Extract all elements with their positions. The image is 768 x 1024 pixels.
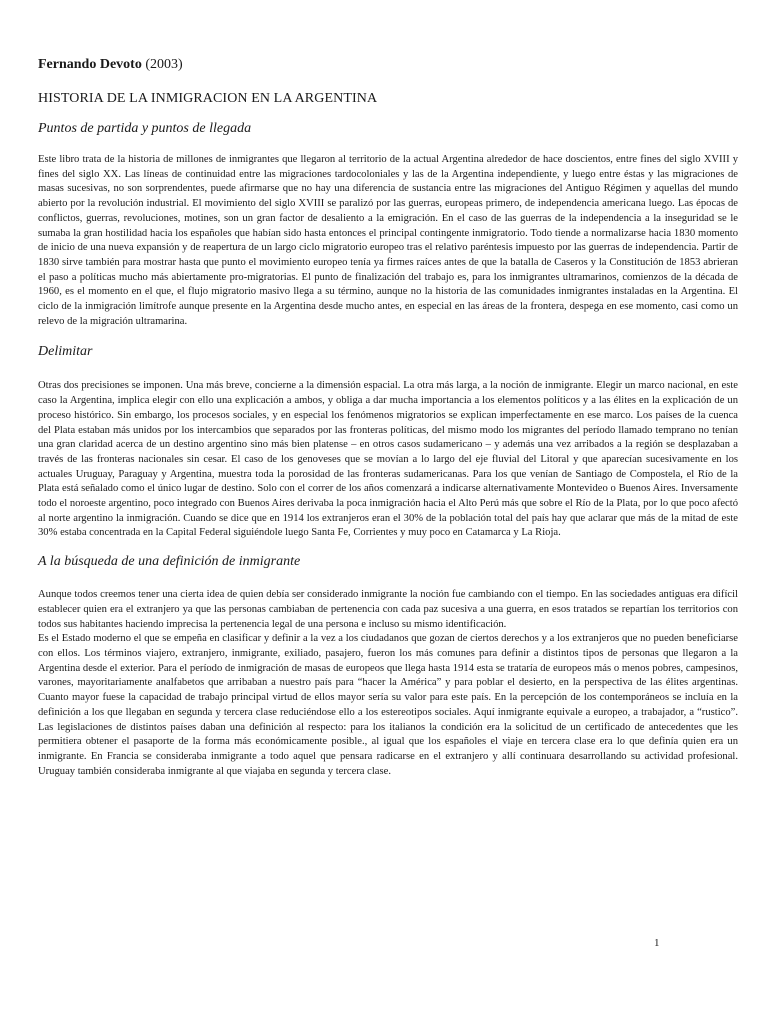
section-heading-definicion-inmigrante: A la búsqueda de una definición de inmigrante bbox=[38, 554, 301, 570]
paragraph-definicion-2: Es el Estado moderno el que se empeña en clasificar y definir a la vez a los ciudadanos que gozan de ciertos derechos y a los extranjeros que no pueden beneficiarse con ellos. Los términos viajero, extranjero, inmigrante, exiliado, pasajero, fueron los más comunes para definir a distintos tipos de personas que llegaron a la Argentina desde el exterior. Para el período de inmigración de masas de europeos que llega hasta 1914 esta se trataría de europeos más o menos pobres, campesinos, varones, mayoritariamente analfabetos que arribaban a nuestro país para “hacer la América” y para poblar el desierto, en la perspectiva de las élites argentinas. Cuanto mayor fuese la capacidad de trabajo principal virtud de ellos mayor sería su valor para este país. En la percepción de los contemporáneos se incluía en la definición a los que llegaban en segunda y tercera clase reduciéndose ello a los estereotipos sociales. Aquí inmigrante equivale a europeo, a trabajador, a “rustico”. Las legislaciones de distintos países daban una definición al respecto: para los italianos la condición era la solicitud de un certificado de antecedentes que les permitiera obtener el pasaporte de la forma más económicamente posible., al igual que los españoles el viaje en tercera clase era lo que definía quien era un inmigrante. En Francia se consideraba inmigrante a todo aquel que pensara radicarse en el extranjero y allí continuara desarrollando su actividad profesional. Uruguay también consideraba inmigrante al que viajaba en segunda y tercera clase. bbox=[38, 633, 738, 777]
section-heading-delimitar: Delimitar bbox=[38, 344, 93, 360]
publication-year: (2003) bbox=[145, 57, 183, 72]
section-heading-puntos-de-partida: Puntos de partida y puntos de llegada bbox=[38, 121, 252, 136]
paragraph-puntos-de-partida: Este libro trata de la historia de millones de inmigrantes que llegaron al territorio de la actual Argentina alrededor de hace doscientos, entre fines del siglo XVIII y fines del siglo XX. Las líneas de continuidad entre las migraciones tardocoloniales y las de la Argentina independiente, y luego entre éstas y las migraciones de masas sucesivas, no son sorprendentes, puede afirmarse que no hay una diferencia de sustancia entre las migraciones del Antiguo Régimen y aquellas del mundo abierto por la revolución industrial. El movimiento del siglo XVIII se paralizó por las guerras, europeas primero, de independencia americana luego. Las épocas de conflictos, guerras, revoluciones, motines, son un gran factor de desaliento a la emigración. En el caso de las guerras de la independencia a la inseguridad se le sumaba la gran hostilidad hacia los españoles que habían sido hasta entonces el principal contingente inmigratorio. Todo tiende a normalizarse hacia 1830 momento de inicio de una nueva expansión y de reapertura de un largo ciclo migratorio europeo tras el relativo paréntesis impuesto por las guerras de independencia. Partir de 1830 sirve también para mostrar hasta que punto el movimiento europeo tenía ya firmes raíces antes de que la batalla de Caseros y la Constitución de 1853 abrieran el paso a políticas mucho más abiertamente pro-migratorias. El punto de finalización del trabajo es, para los inmigrantes ultramarinos, comienzos de la década de 1960, es el momento en el que, el flujo migratorio masivo llega a su término, aunque no la historia de las comunidades inmigrantes instaladas en la Argentina. El ciclo de la inmigración limítrofe aunque presente en la Argentina desde mucho antes, en especial en las áreas de la frontera, despega en ese momento, casi como un relevo de la migración ultramarina. bbox=[38, 154, 738, 327]
paragraph-delimitar: Otras dos precisiones se imponen. Una más breve, concierne a la dimensión espacial. La otra más larga, a la noción de inmigrante. Elegir un marco nacional, en este caso la Argentina, implica elegir con ello una explicación a ambos, y obliga a dar mucha importancia a los elementos políticos y a las élites en la explicación de un proceso histórico. Sin embargo, los procesos sociales, y en especial los fenómenos migratorios se explican imperfectamente en ese marco. Los países de la cuenca del Plata estaban más unidos por los intercambios que separados por las fronteras políticas, del mismo modo los migrantes del período llamado temprano no tenían una gran claridad acerca de un destino argentino sino más bien platense – en otros casos sudamericano – y además una vez arribados a la región se desplazaban a través de las fronteras nacionales sin cesar. El caso de los genoveses que se movían a lo largo del eje fluvial del Litoral y que aparecían sucesivamente en los actuales Uruguay, Paraguay y Argentina, muestra toda la porosidad de las fronteras sudamericanas. Para los que venían de Santiago de Compostela, el Río de la Plata está señalado como el único lugar de destino. Solo con el correr de los años comenzará a indicarse alternativamente Montevideo o Buenos Aires. Inversamente todo el noroeste argentino, poco integrado con Buenos Aires derivaba la poca inmigración hacia el Alto Perú más que sobre el Río de la Plata, por lo que poco afectó al norte argentino la inmigración. Cuando se dice que en 1914 los extranjeros eran el 30% de la población total del país hay que aclarar que más de la mitad de este 30% estaba concentrada en la Capital Federal siguiéndole luego Santa Fe, Corrientes y muy poco en Catamarca y La Rioja. bbox=[38, 380, 738, 539]
document-title: HISTORIA DE LA INMIGRACION EN LA ARGENTINA bbox=[38, 91, 378, 106]
author-name: Fernando Devoto bbox=[38, 57, 142, 72]
document-page bbox=[38, 56, 738, 779]
paragraph-definicion-1: Aunque todos creemos tener una cierta idea de quien debía ser considerado inmigrante la noción fue cambiando con el tiempo. En las sociedades antiguas era difícil establecer quien era el extranjero ya que las personas cambiaban de pertenencia con cada paz sucesiva a una guerra, en esos tratados se repartían los territorios con todos sus habitantes haciendo imprecisa la pertenencia legal de una persona e incluso su mismo identificación. bbox=[38, 589, 738, 630]
author-line bbox=[38, 56, 738, 74]
page-number: 1 bbox=[654, 937, 660, 949]
